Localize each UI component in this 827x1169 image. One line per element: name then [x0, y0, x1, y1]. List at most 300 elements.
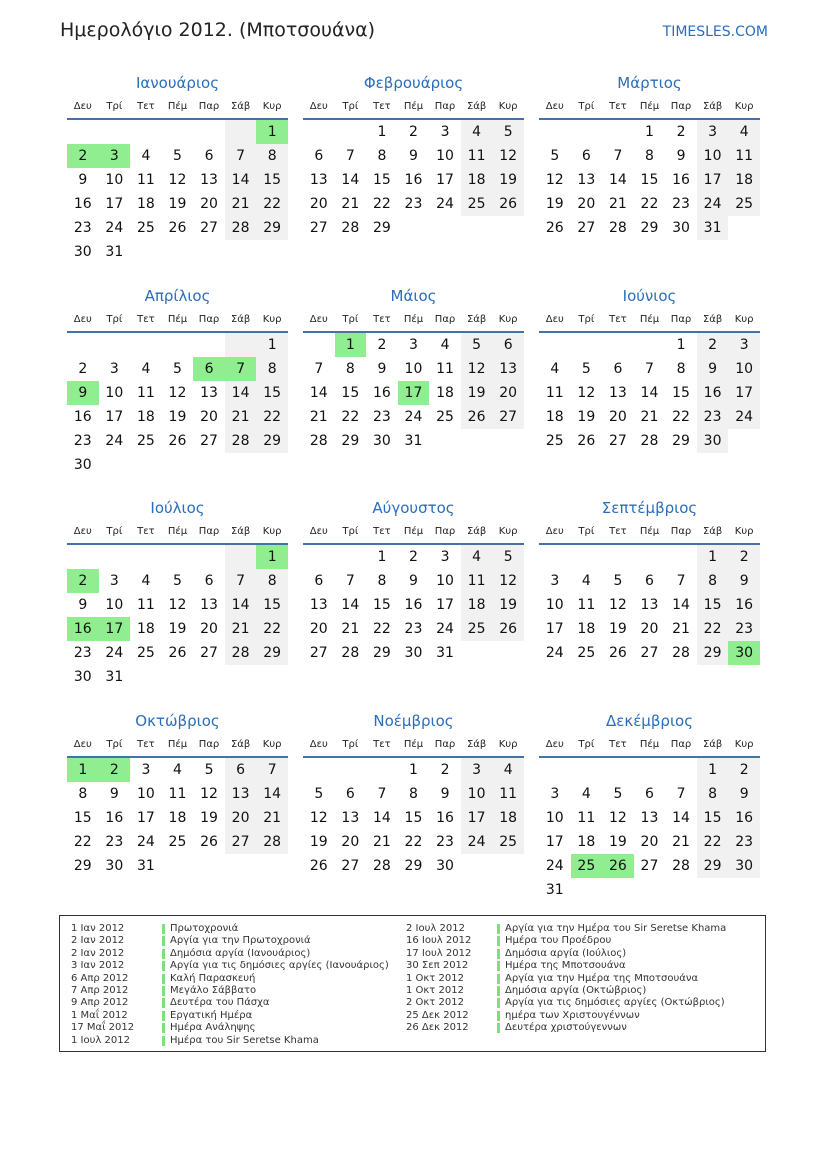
- day-cell: 1: [377, 549, 387, 565]
- empty-cell: [461, 854, 493, 878]
- day-cell: 18: [136, 196, 155, 212]
- day-cell: 28: [672, 858, 690, 874]
- day-cell: 23: [73, 645, 92, 661]
- day-cell: 13: [341, 810, 360, 826]
- legend-date: 1 Οκτ 2012: [406, 972, 464, 984]
- day-cell: 17: [436, 172, 454, 188]
- day-cell: 6: [314, 148, 324, 164]
- day-cell: 19: [545, 196, 564, 212]
- weekday-label: Παρ: [198, 314, 220, 325]
- day-cell: 10: [545, 597, 564, 613]
- day-cell: 28: [225, 429, 257, 453]
- weekday-label: Δευ: [545, 101, 564, 112]
- day-cell: 28: [225, 641, 257, 665]
- day-cell: 25: [545, 433, 564, 449]
- legend-date: 16 Ιουλ 2012: [406, 935, 472, 947]
- empty-cell: [665, 878, 697, 902]
- legend-marker: [497, 1011, 500, 1021]
- empty-cell: [130, 545, 162, 569]
- day-cell: 28: [672, 645, 690, 661]
- legend-row: [71, 923, 239, 935]
- day-cell: 30: [73, 669, 92, 685]
- month-block: [303, 70, 524, 240]
- weekday-label: Σάβ: [230, 314, 251, 325]
- weekday-header: [303, 309, 524, 333]
- weekday-label: Σάβ: [702, 101, 723, 112]
- weekday-label: Τρί: [578, 314, 595, 325]
- legend-marker: [162, 998, 165, 1008]
- day-cell: 15: [672, 385, 690, 401]
- day-cell: 30: [697, 429, 729, 453]
- day-cell: 13: [577, 172, 596, 188]
- month-name: Οκτώβριος: [135, 712, 220, 730]
- day-cell: 6: [345, 786, 355, 802]
- day-cell: 21: [672, 834, 690, 850]
- day-cell: 23: [73, 433, 92, 449]
- day-cell: 29: [672, 433, 690, 449]
- day-cell: 1: [335, 333, 367, 357]
- day-cell: 4: [492, 758, 524, 782]
- empty-cell: [225, 545, 257, 569]
- day-cell: 19: [577, 409, 596, 425]
- day-cell: 29: [256, 216, 288, 240]
- weekday-label: Πέμ: [639, 101, 660, 112]
- day-cell: 25: [461, 617, 493, 641]
- day-cell: 31: [105, 669, 124, 685]
- empty-cell: [634, 545, 666, 569]
- legend-holiday-name: Αργία για την Ημέρα της Μποτσουάνα: [505, 972, 699, 984]
- day-cell: 22: [73, 834, 92, 850]
- legend-date: 1 Ιουλ 2012: [71, 1034, 130, 1046]
- empty-cell: [193, 545, 225, 569]
- day-cell: 13: [200, 385, 218, 401]
- weekday-label: Τετ: [373, 101, 391, 112]
- month-days: [539, 333, 760, 453]
- weekday-header: [67, 521, 288, 545]
- legend-holiday-name: Δευτέρα του Πάσχα: [170, 997, 270, 1009]
- weekday-label: Παρ: [434, 739, 456, 750]
- day-cell: 7: [676, 786, 686, 802]
- day-cell: 2: [99, 758, 131, 782]
- day-cell: 18: [436, 385, 454, 401]
- legend-marker: [162, 949, 165, 959]
- weekday-label: Παρ: [434, 526, 456, 537]
- day-cell: 28: [309, 433, 328, 449]
- day-cell: 7: [613, 148, 623, 164]
- weekday-label: Πέμ: [167, 314, 188, 325]
- day-cell: 12: [577, 385, 596, 401]
- weekday-header: [539, 309, 760, 333]
- weekday-label: Τρί: [106, 101, 123, 112]
- day-cell: 21: [225, 405, 257, 429]
- empty-cell: [193, 854, 225, 878]
- empty-cell: [602, 120, 634, 144]
- legend-column-left: [71, 923, 389, 1047]
- empty-cell: [539, 120, 571, 144]
- day-cell: 28: [640, 433, 659, 449]
- day-cell: 13: [309, 597, 328, 613]
- empty-cell: [162, 240, 194, 264]
- day-cell: 24: [436, 196, 454, 212]
- day-cell: 22: [341, 409, 360, 425]
- day-cell: 21: [672, 621, 690, 637]
- legend-date: 26 Δεκ 2012: [406, 1022, 469, 1034]
- month-name: Ιούνιος: [622, 287, 677, 305]
- legend-marker: [162, 924, 165, 934]
- day-cell: 7: [345, 148, 355, 164]
- day-cell: 21: [225, 617, 257, 641]
- day-cell: 16: [728, 806, 760, 830]
- day-cell: 14: [640, 385, 659, 401]
- day-cell: 1: [256, 545, 288, 569]
- day-cell: 22: [640, 196, 659, 212]
- day-cell: 19: [309, 834, 328, 850]
- day-cell: 25: [136, 433, 155, 449]
- empty-cell: [539, 758, 571, 782]
- legend-row: [71, 997, 270, 1009]
- weekday-label: Πέμ: [403, 101, 424, 112]
- day-cell: 11: [577, 810, 596, 826]
- day-cell: 12: [492, 569, 524, 593]
- day-cell: 30: [672, 220, 690, 236]
- day-cell: 16: [436, 810, 454, 826]
- legend-row: [71, 935, 311, 947]
- site-link[interactable]: TIMESLES.COM: [662, 24, 768, 40]
- day-cell: 9: [728, 569, 760, 593]
- day-cell: 29: [73, 858, 92, 874]
- day-cell: 24: [136, 834, 155, 850]
- day-cell: 12: [608, 597, 627, 613]
- day-cell: 8: [377, 573, 387, 589]
- day-cell: 6: [314, 573, 324, 589]
- day-cell: 1: [697, 758, 729, 782]
- day-cell: 13: [225, 782, 257, 806]
- day-cell: 29: [372, 220, 391, 236]
- legend-date: 2 Ιαν 2012: [71, 947, 125, 959]
- day-cell: 15: [697, 593, 729, 617]
- empty-cell: [162, 333, 194, 357]
- day-cell: 6: [492, 333, 524, 357]
- day-cell: 25: [492, 830, 524, 854]
- empty-cell: [634, 878, 666, 902]
- day-cell: 18: [492, 806, 524, 830]
- day-cell: 1: [645, 124, 654, 140]
- weekday-label: Παρ: [198, 739, 220, 750]
- day-cell: 6: [645, 573, 654, 589]
- day-cell: 4: [550, 361, 560, 377]
- day-cell: 11: [577, 597, 596, 613]
- month-block: [67, 495, 288, 689]
- empty-cell: [461, 216, 493, 240]
- day-cell: 9: [78, 597, 88, 613]
- day-cell: 12: [168, 172, 187, 188]
- legend-row: [71, 984, 257, 997]
- day-cell: 20: [309, 196, 328, 212]
- month-block: [539, 70, 760, 240]
- day-cell: 17: [398, 381, 430, 405]
- day-cell: 15: [372, 597, 391, 613]
- empty-cell: [99, 453, 131, 477]
- day-cell: 17: [105, 409, 124, 425]
- legend-holiday-name: Καλή Παρασκευή: [170, 972, 256, 984]
- day-cell: 30: [728, 854, 760, 878]
- empty-cell: [697, 878, 729, 902]
- legend-marker: [497, 949, 500, 959]
- day-cell: 23: [672, 196, 690, 212]
- day-cell: 31: [545, 882, 564, 898]
- day-cell: 3: [99, 144, 131, 168]
- weekday-label: Τετ: [373, 314, 391, 325]
- legend-date: 2 Οκτ 2012: [406, 997, 464, 1009]
- day-cell: 28: [256, 830, 288, 854]
- day-cell: 19: [168, 409, 187, 425]
- empty-cell: [67, 120, 99, 144]
- day-cell: 3: [550, 786, 560, 802]
- day-cell: 5: [492, 545, 524, 569]
- day-cell: 15: [256, 593, 288, 617]
- day-cell: 22: [256, 617, 288, 641]
- day-cell: 22: [256, 192, 288, 216]
- day-cell: 26: [309, 858, 328, 874]
- month-block: [303, 283, 524, 453]
- day-cell: 5: [173, 361, 182, 377]
- day-cell: 12: [608, 810, 627, 826]
- legend-holiday-name: Δημόσια αργία (Οκτώβριος): [505, 984, 647, 996]
- empty-cell: [130, 453, 162, 477]
- empty-cell: [225, 854, 257, 878]
- empty-cell: [193, 665, 225, 689]
- day-cell: 27: [200, 220, 218, 236]
- day-cell: 19: [168, 621, 187, 637]
- weekday-label: Πέμ: [639, 314, 660, 325]
- month-name: Σεπτέμβριος: [601, 499, 698, 517]
- day-cell: 17: [436, 597, 454, 613]
- day-cell: 10: [461, 782, 493, 806]
- weekday-label: Δευ: [73, 314, 92, 325]
- weekday-label: Κυρ: [262, 101, 282, 112]
- weekday-label: Παρ: [198, 101, 220, 112]
- day-cell: 27: [200, 433, 218, 449]
- weekday-label: Σάβ: [466, 101, 487, 112]
- day-cell: 26: [577, 433, 596, 449]
- empty-cell: [492, 854, 524, 878]
- day-cell: 19: [492, 593, 524, 617]
- day-cell: 2: [728, 545, 760, 569]
- day-cell: 21: [256, 806, 288, 830]
- day-cell: 14: [225, 593, 257, 617]
- day-cell: 19: [168, 196, 187, 212]
- day-cell: 12: [545, 172, 564, 188]
- day-cell: 18: [545, 409, 564, 425]
- day-cell: 5: [173, 148, 182, 164]
- empty-cell: [256, 240, 288, 264]
- day-cell: 12: [200, 786, 218, 802]
- day-cell: 20: [200, 409, 218, 425]
- legend-marker: [162, 1023, 165, 1033]
- month-block: [67, 70, 288, 264]
- legend-marker: [162, 936, 165, 946]
- day-cell: 23: [436, 834, 454, 850]
- day-cell: 2: [78, 361, 88, 377]
- empty-cell: [162, 854, 194, 878]
- day-cell: 17: [728, 381, 760, 405]
- day-cell: 18: [728, 168, 760, 192]
- day-cell: 5: [173, 573, 182, 589]
- day-cell: 22: [372, 196, 391, 212]
- day-cell: 10: [697, 144, 729, 168]
- day-cell: 5: [204, 762, 214, 778]
- weekday-label: Κυρ: [498, 101, 518, 112]
- legend-date: 17 Μαΐ 2012: [71, 1022, 135, 1034]
- weekday-label: Τρί: [106, 739, 123, 750]
- legend-marker: [162, 1011, 165, 1021]
- day-cell: 5: [613, 573, 623, 589]
- day-cell: 22: [256, 405, 288, 429]
- day-cell: 7: [225, 569, 257, 593]
- day-cell: 15: [404, 810, 423, 826]
- day-cell: 19: [461, 381, 493, 405]
- empty-cell: [571, 545, 603, 569]
- legend-holiday-name: Αργία για την Ημέρα του Sir Seretse Khama: [505, 923, 727, 934]
- weekday-label: Κυρ: [734, 101, 754, 112]
- day-cell: 27: [608, 433, 627, 449]
- day-cell: 12: [492, 144, 524, 168]
- empty-cell: [728, 429, 760, 453]
- empty-cell: [67, 545, 99, 569]
- month-block: [539, 495, 760, 665]
- empty-cell: [492, 216, 524, 240]
- day-cell: 20: [341, 834, 360, 850]
- day-cell: 7: [645, 361, 654, 377]
- day-cell: 24: [404, 409, 423, 425]
- day-cell: 29: [256, 429, 288, 453]
- day-cell: 15: [256, 168, 288, 192]
- day-cell: 2: [409, 124, 418, 140]
- day-cell: 20: [640, 834, 659, 850]
- legend-row: [406, 1022, 627, 1034]
- weekday-label: Δευ: [545, 739, 564, 750]
- day-cell: 27: [200, 645, 218, 661]
- day-cell: 30: [73, 244, 92, 260]
- month-name: Φεβρουάριος: [363, 74, 464, 92]
- day-cell: 10: [136, 786, 155, 802]
- day-cell: 5: [613, 786, 623, 802]
- day-cell: 6: [193, 357, 225, 381]
- day-cell: 22: [697, 617, 729, 641]
- legend-marker: [497, 974, 500, 984]
- day-cell: 8: [256, 569, 288, 593]
- day-cell: 9: [67, 381, 99, 405]
- weekday-header: [539, 734, 760, 758]
- empty-cell: [602, 545, 634, 569]
- day-cell: 9: [78, 172, 88, 188]
- legend-holiday-name: Αργία για τις δημόσιες αργίες (Οκτώβριος): [505, 997, 725, 1009]
- day-cell: 4: [141, 573, 151, 589]
- day-cell: 18: [136, 621, 155, 637]
- legend-marker: [162, 986, 165, 996]
- weekday-label: Δευ: [545, 314, 564, 325]
- empty-cell: [193, 453, 225, 477]
- day-cell: 5: [550, 148, 560, 164]
- day-cell: 13: [640, 597, 659, 613]
- weekday-label: Παρ: [670, 314, 692, 325]
- day-cell: 8: [256, 144, 288, 168]
- day-cell: 11: [436, 361, 454, 377]
- empty-cell: [256, 665, 288, 689]
- empty-cell: [303, 545, 335, 569]
- day-cell: 10: [105, 172, 124, 188]
- weekday-label: Πέμ: [167, 739, 188, 750]
- page-title: Ημερολόγιο 2012. (Μποτσουάνα): [60, 19, 376, 41]
- day-cell: 30: [372, 433, 391, 449]
- empty-cell: [602, 878, 634, 902]
- day-cell: 1: [377, 124, 387, 140]
- legend-row: [71, 947, 311, 960]
- day-cell: 20: [200, 621, 218, 637]
- empty-cell: [571, 333, 603, 357]
- legend-holiday-name: Ημέρα του Sir Seretse Khama: [170, 1034, 319, 1046]
- day-cell: 26: [200, 834, 218, 850]
- empty-cell: [335, 120, 367, 144]
- day-cell: 22: [404, 834, 423, 850]
- empty-cell: [256, 854, 288, 878]
- day-cell: 23: [728, 830, 760, 854]
- empty-cell: [728, 216, 760, 240]
- day-cell: 28: [341, 645, 360, 661]
- month-days: [303, 545, 524, 665]
- day-cell: 4: [581, 786, 591, 802]
- day-cell: 15: [341, 385, 360, 401]
- day-cell: 15: [372, 172, 391, 188]
- day-cell: 24: [697, 192, 729, 216]
- weekday-label: Παρ: [198, 526, 220, 537]
- weekday-label: Κυρ: [262, 526, 282, 537]
- day-cell: 4: [173, 762, 182, 778]
- empty-cell: [193, 333, 225, 357]
- day-cell: 25: [571, 854, 603, 878]
- day-cell: 27: [492, 405, 524, 429]
- weekday-label: Παρ: [434, 314, 456, 325]
- legend-row: [406, 947, 627, 960]
- empty-cell: [99, 120, 131, 144]
- weekday-label: Δευ: [309, 739, 328, 750]
- legend-holiday-name: ημέρα των Χριστουγέννων: [505, 1009, 640, 1021]
- day-cell: 3: [728, 333, 760, 357]
- empty-cell: [162, 665, 194, 689]
- day-cell: 19: [608, 621, 627, 637]
- empty-cell: [492, 641, 524, 665]
- day-cell: 19: [608, 834, 627, 850]
- day-cell: 16: [697, 381, 729, 405]
- weekday-label: Πέμ: [167, 101, 188, 112]
- empty-cell: [335, 545, 367, 569]
- legend-date: 30 Σεπ 2012: [406, 960, 469, 972]
- day-cell: 31: [136, 858, 155, 874]
- day-cell: 15: [697, 806, 729, 830]
- legend-date: 2 Ιαν 2012: [71, 935, 125, 947]
- day-cell: 18: [577, 621, 596, 637]
- day-cell: 15: [73, 810, 92, 826]
- weekday-label: Τετ: [137, 739, 155, 750]
- day-cell: 29: [697, 854, 729, 878]
- month-days: [539, 545, 760, 665]
- month-name: Δεκέμβριος: [605, 712, 693, 730]
- day-cell: 11: [545, 385, 564, 401]
- day-cell: 9: [676, 148, 686, 164]
- day-cell: 7: [345, 573, 355, 589]
- day-cell: 16: [404, 172, 423, 188]
- day-cell: 24: [105, 433, 124, 449]
